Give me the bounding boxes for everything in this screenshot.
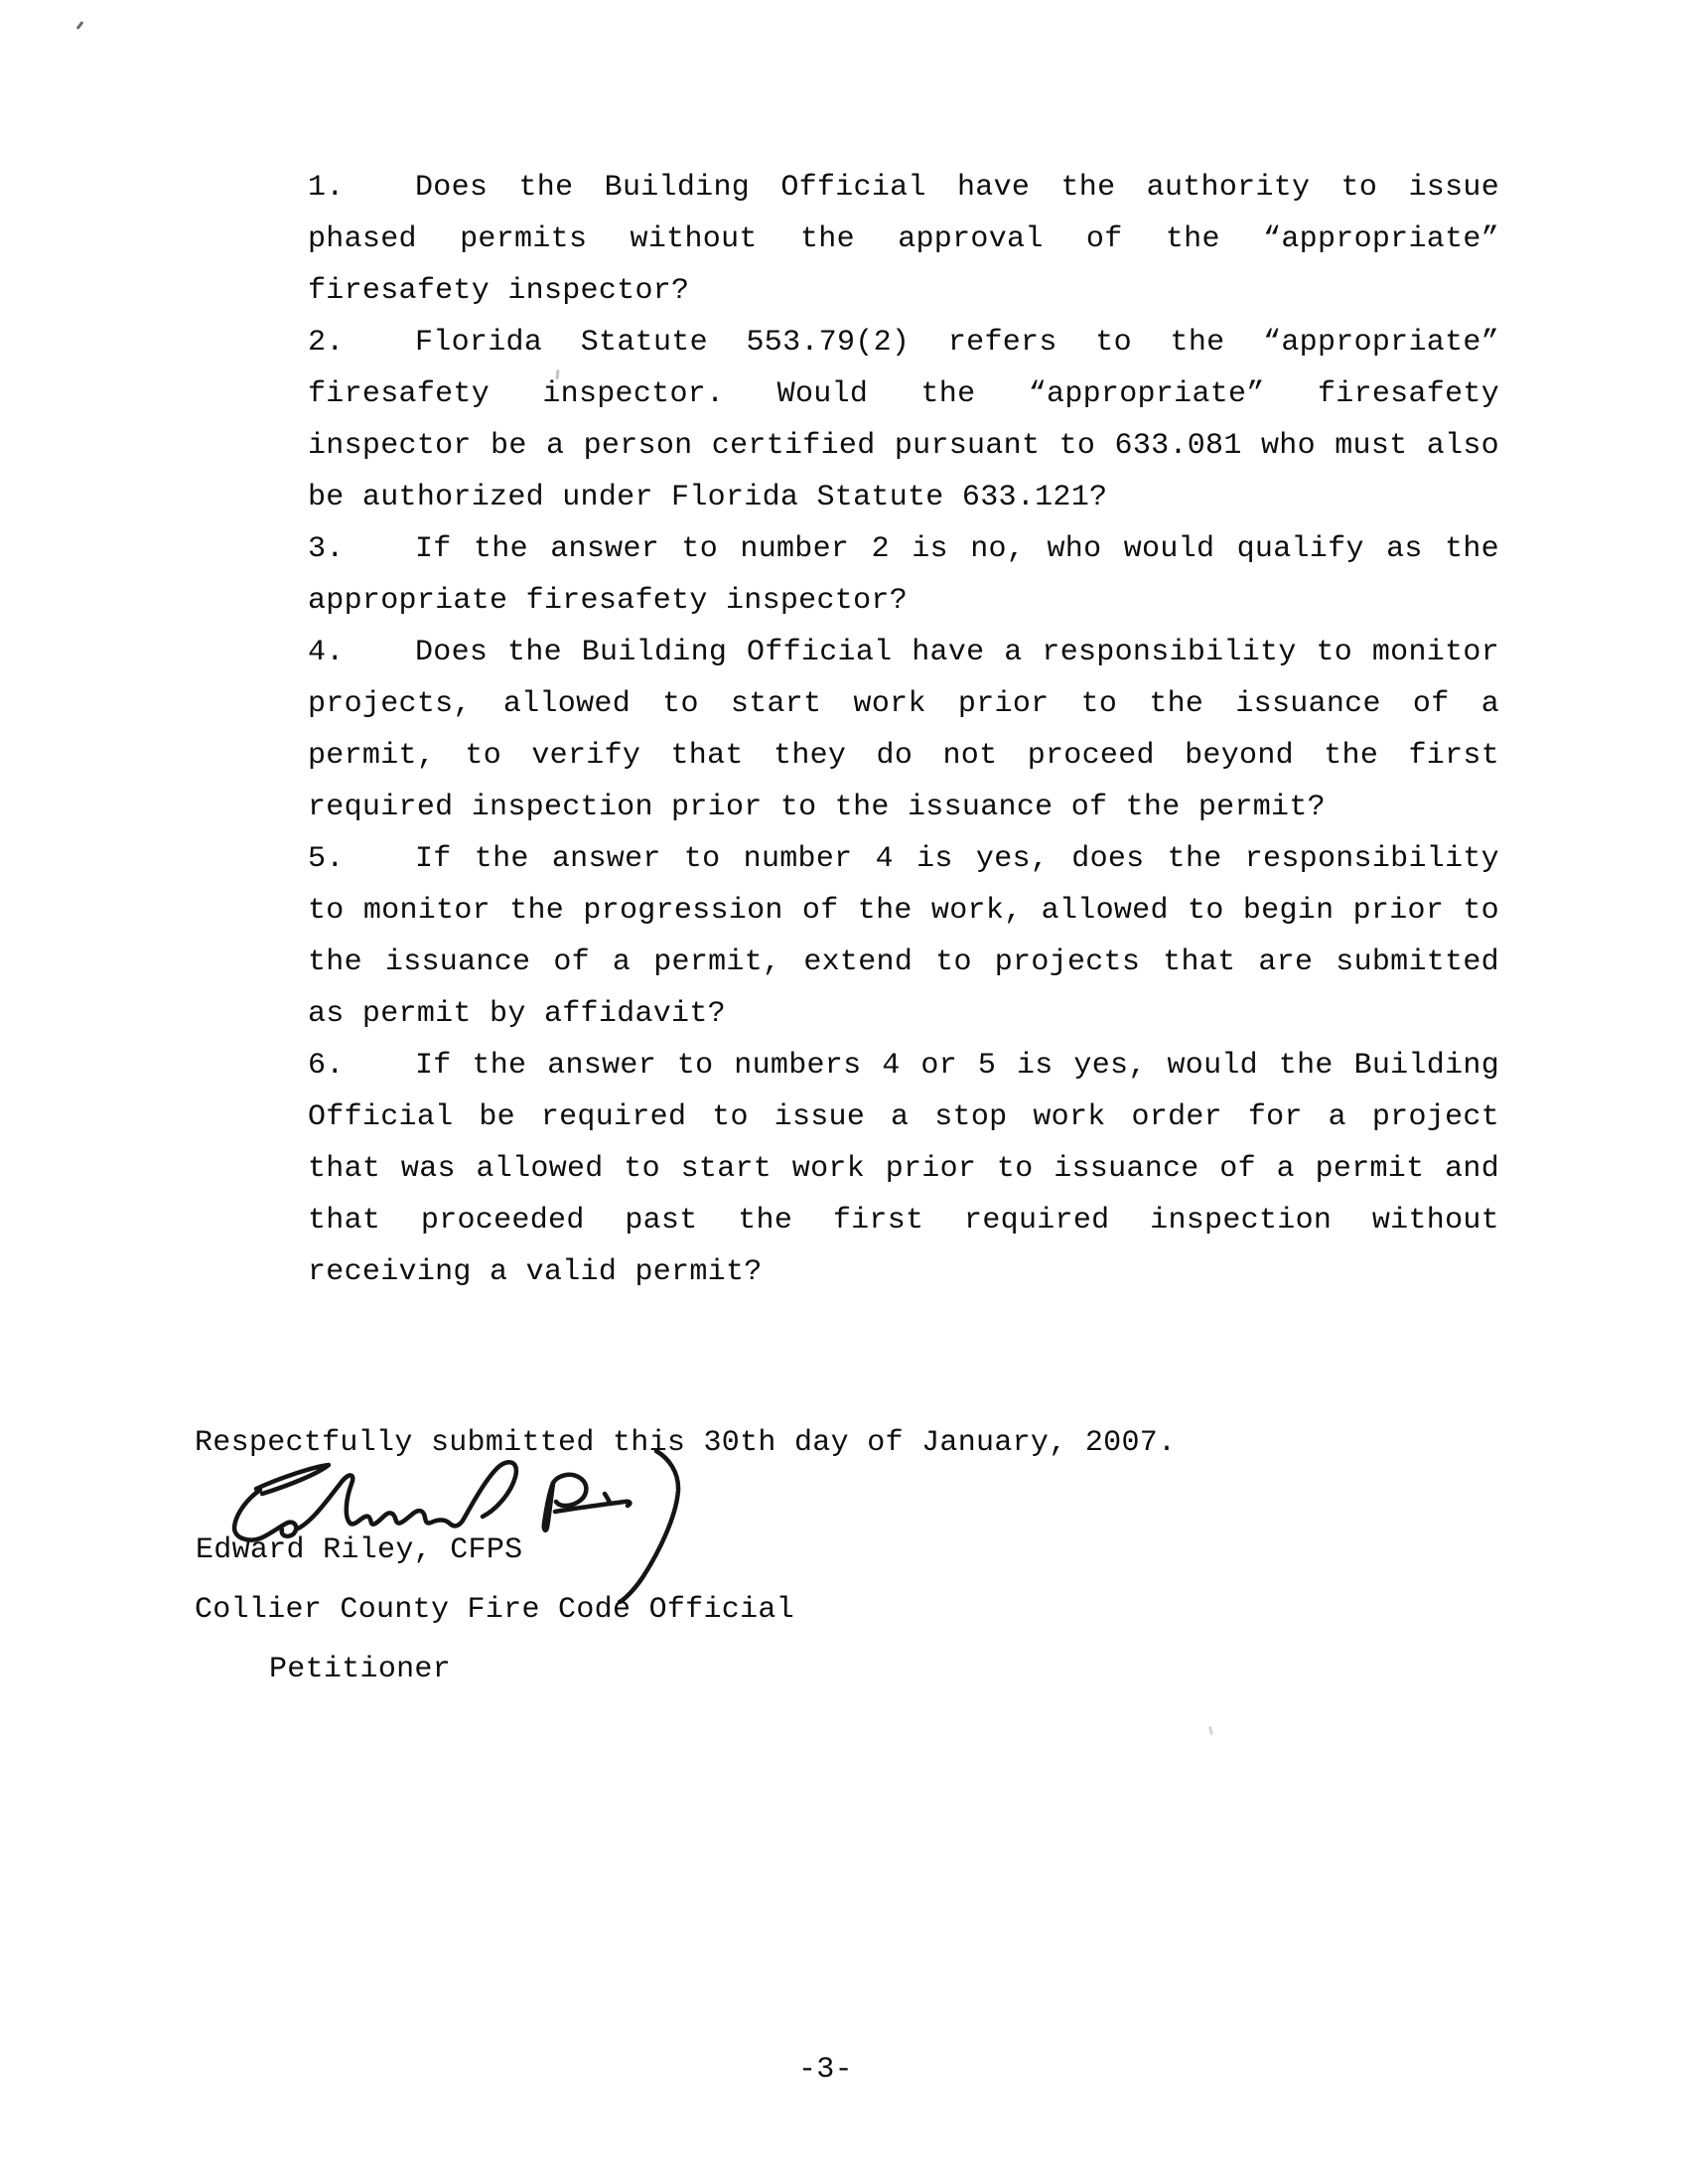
text-line: permit, to verify that they do not proceed beyond the first <box>308 739 1499 773</box>
petitioner-label: Petitioner <box>269 1653 452 1686</box>
text-line: that proceeded past the first required inspection without <box>308 1204 1499 1238</box>
text-line: 4. Does the Building Official have a responsibility to monitor <box>308 627 1499 678</box>
questions-list <box>308 162 1499 1298</box>
text-line: projects, allowed to start work prior to the issuance of a <box>308 687 1499 721</box>
signature-middle-squiggle <box>296 1462 516 1529</box>
signatory-title: Collier County Fire Code Official <box>195 1593 794 1627</box>
question-number: 1. <box>308 171 345 205</box>
text-line: appropriate firesafety inspector? <box>308 584 908 618</box>
signature-tall-descender <box>620 1451 678 1602</box>
text-line: that was allowed to start work prior to issuance of a permit and <box>308 1152 1499 1186</box>
text-line: 6. If the answer to numbers 4 or 5 is yes, would the Building <box>308 1040 1499 1092</box>
text-line: as permit by affidavit? <box>308 997 726 1031</box>
text-line: 2. Florida Statute 553.79(2) refers to the “appropriate” <box>308 317 1499 368</box>
scan-artifact <box>1208 1726 1213 1735</box>
text-line: firesafety inspector? <box>308 274 690 308</box>
signature-flourish <box>256 1465 329 1494</box>
question-item <box>308 627 1499 833</box>
text-line: inspector be a person certified pursuant to 633.081 who must also <box>308 429 1499 463</box>
scan-artifact <box>76 21 84 30</box>
text-line: to monitor the progression of the work, allowed to begin prior to <box>308 894 1499 928</box>
text-line: be authorized under Florida Statute 633.121? <box>308 481 1108 514</box>
text-line: firesafety inspector. Would the “appropriate” firesafety <box>308 377 1499 411</box>
question-item <box>308 162 1499 317</box>
question-number: 5. <box>308 842 345 876</box>
text-line: the issuance of a permit, extend to projects that are submitted <box>308 946 1499 979</box>
signature-i-dot <box>605 1494 610 1503</box>
text-line: receiving a valid permit? <box>308 1255 763 1289</box>
text-line: 1. Does the Building Official have the authority to issue <box>308 162 1499 214</box>
signature-r <box>544 1475 587 1530</box>
text-line: 5. If the answer to number 4 is yes, does the responsibility <box>308 833 1499 885</box>
question-number: 4. <box>308 636 345 669</box>
text-line: 3. If the answer to number 2 is no, who would qualify as the <box>308 523 1499 575</box>
text-line: phased permits without the approval of the “appropriate” <box>308 222 1499 256</box>
question-item <box>308 523 1499 627</box>
question-number: 2. <box>308 326 345 360</box>
text-line: required inspection prior to the issuance of the permit? <box>308 791 1326 824</box>
page-number: -3- <box>798 2053 853 2087</box>
question-item <box>308 317 1499 523</box>
text-line: Official be required to issue a stop work order for a project <box>308 1100 1499 1134</box>
question-number: 3. <box>308 532 345 566</box>
submission-statement: Respectfully submitted this 30th day of January, 2007. <box>195 1426 1177 1460</box>
signatory-name: Edward Riley, CFPS <box>196 1533 523 1567</box>
question-item <box>308 833 1499 1040</box>
question-item <box>308 1040 1499 1298</box>
question-number: 6. <box>308 1049 345 1083</box>
